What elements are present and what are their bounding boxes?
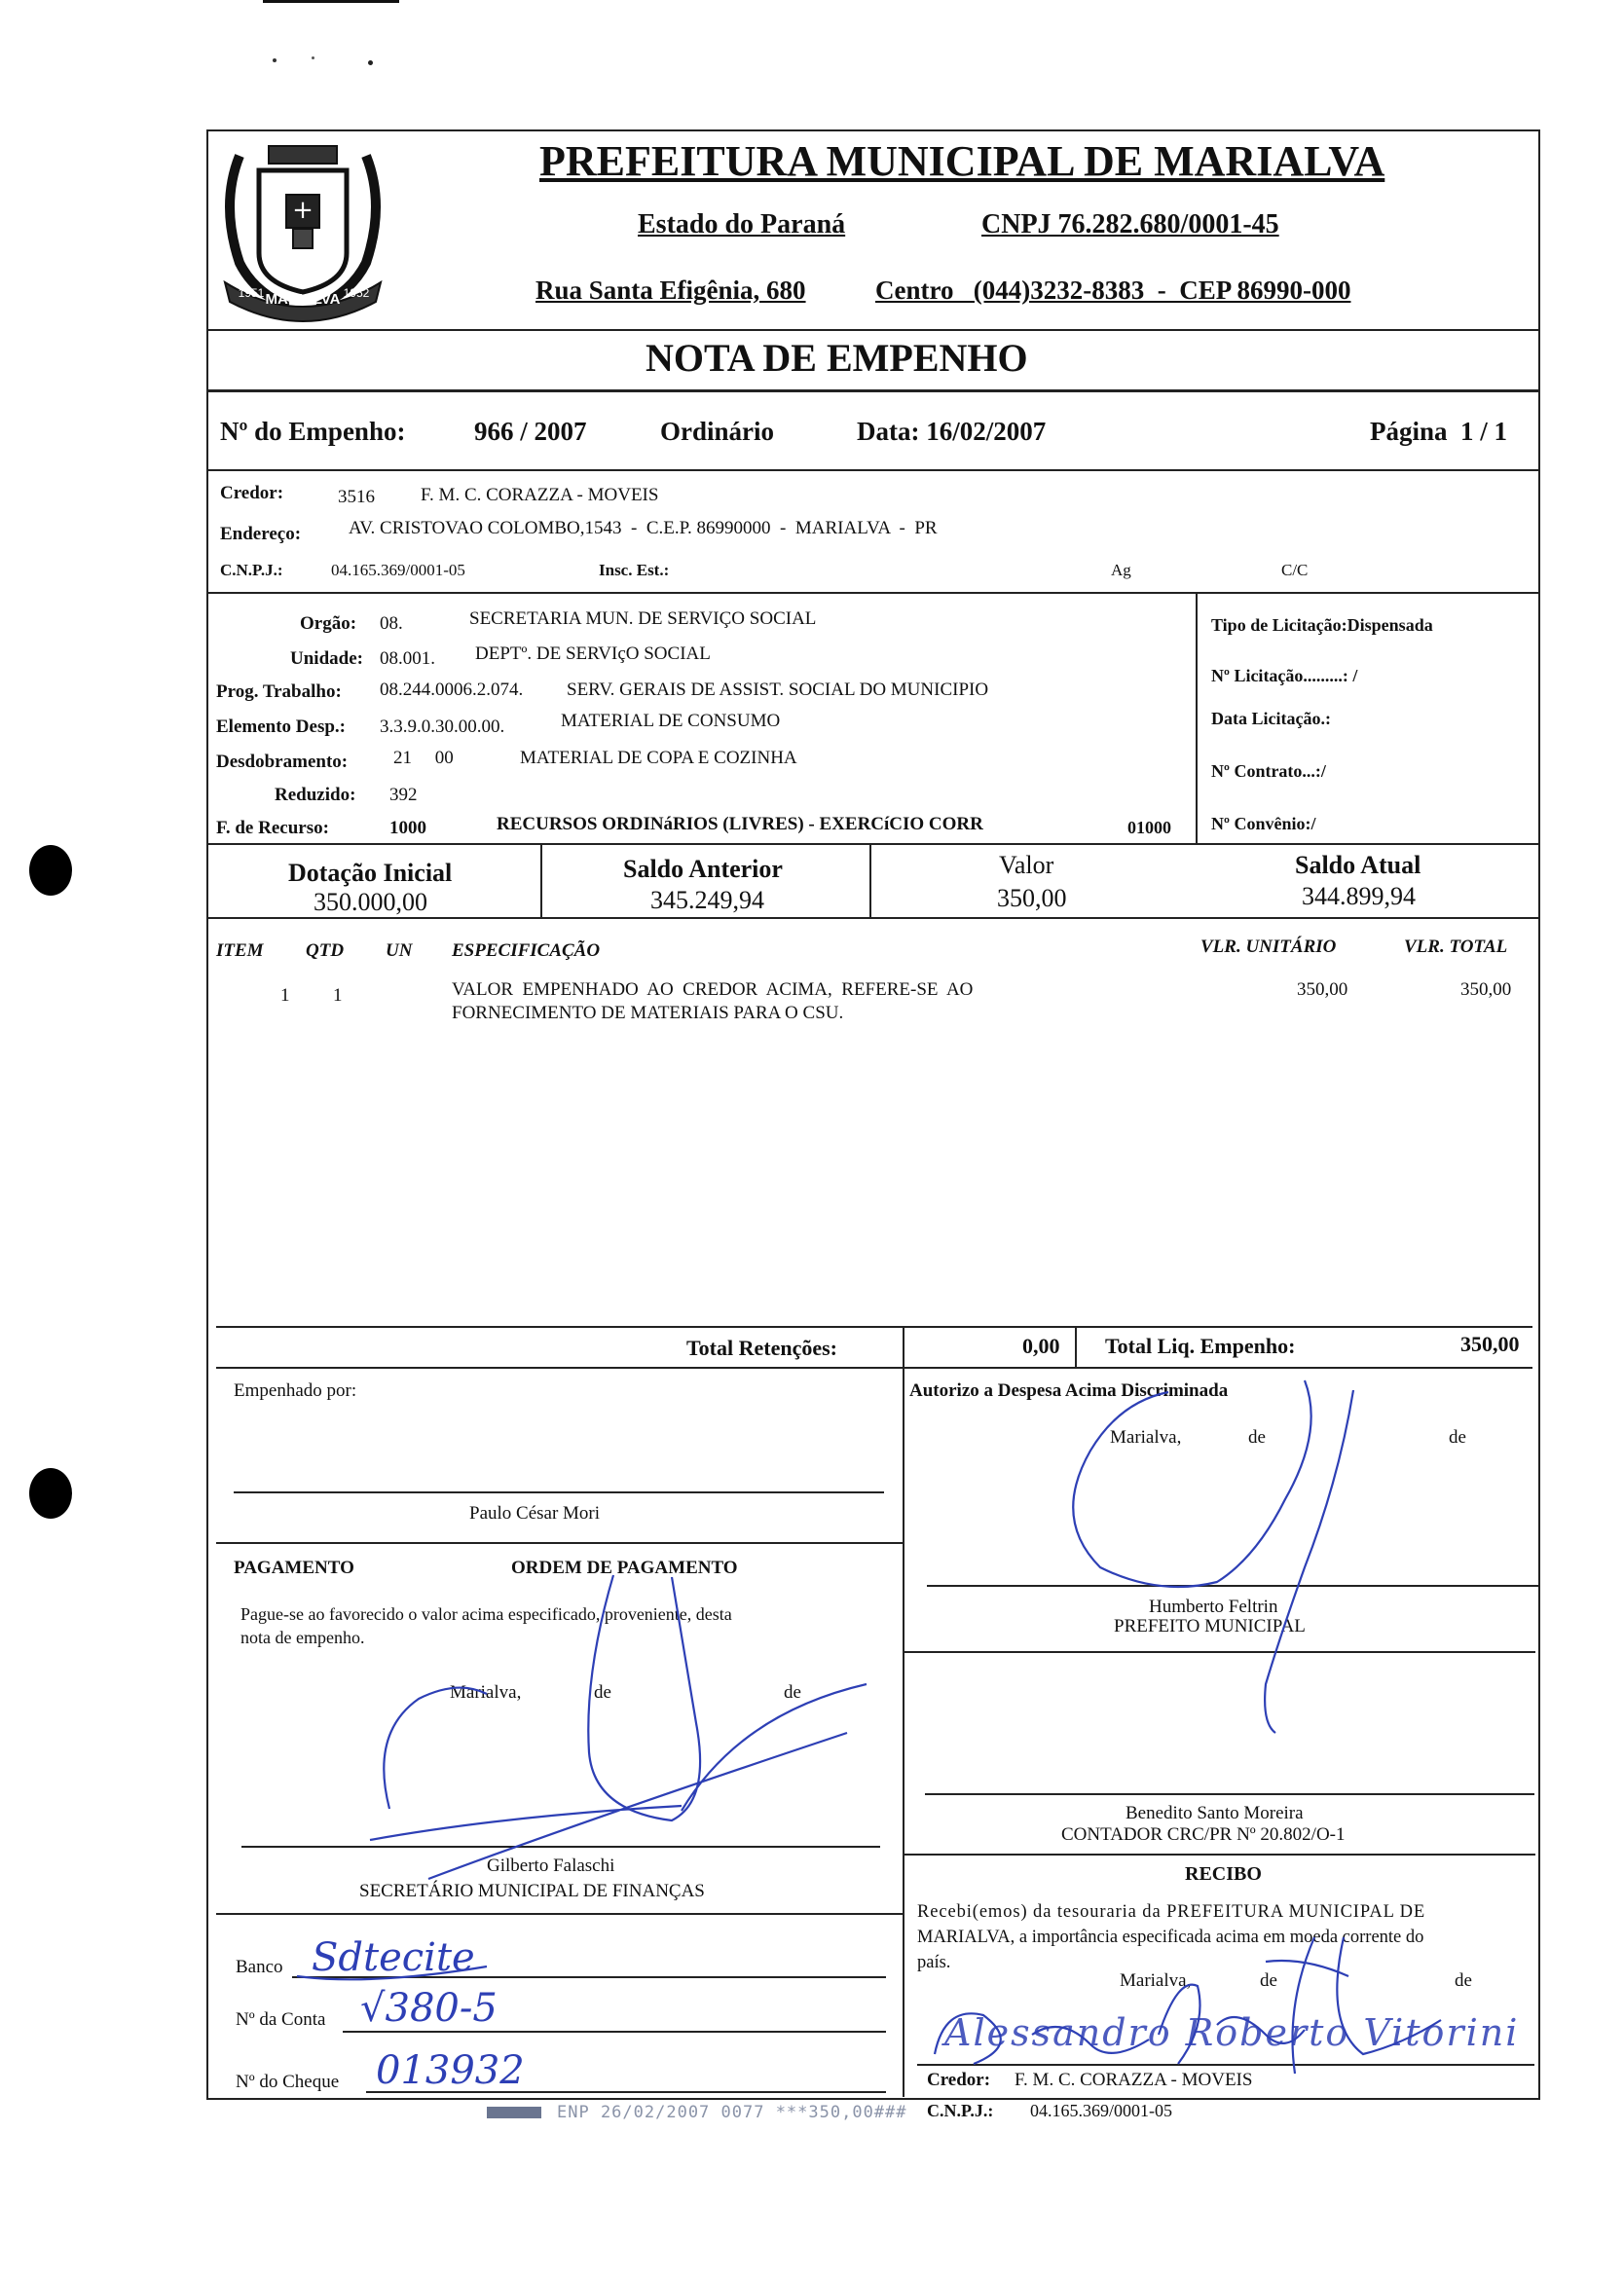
item-qtd: 1	[333, 985, 343, 1006]
empenho-number: 966 / 2007	[474, 417, 587, 446]
empenhado-por-label: Empenhado por:	[234, 1380, 357, 1401]
conta-value: √380-5	[360, 1986, 498, 2031]
numero-licitacao: Nº Licitação.........: /	[1211, 666, 1358, 685]
recibo-credor-value: F. M. C. CORAZZA - MOVEIS	[1015, 2070, 1253, 2090]
total-liquido-label: Total Liq. Empenho:	[1105, 1334, 1296, 1358]
recibo-place: Marialva,	[1120, 1970, 1192, 1991]
cc-label: C/C	[1281, 561, 1309, 579]
scan-top-edge	[263, 0, 399, 3]
pagamento-text-line1: Pague-se ao favorecido o valor acima especificado, proveniente, desta	[240, 1604, 732, 1624]
reduzido-value: 392	[389, 785, 418, 805]
recibo-cnpj-label: C.N.P.J.:	[927, 2101, 994, 2120]
endereco-label: Endereço:	[220, 524, 302, 544]
items-header-un: UN	[386, 940, 413, 961]
saldo-anterior-label: Saldo Anterior	[623, 855, 783, 883]
elemento-desc: MATERIAL DE CONSUMO	[561, 711, 781, 731]
valor-label: Valor	[999, 851, 1054, 879]
recibo-de2: de	[1455, 1970, 1472, 1991]
fonte-recurso-label: F. de Recurso:	[216, 818, 329, 838]
saldo-anterior-value: 345.249,94	[650, 886, 764, 914]
unidade-label: Unidade:	[290, 648, 363, 669]
empenhado-por-name: Paulo César Mori	[469, 1503, 601, 1524]
items-header-spec: ESPECIFICAÇÃO	[452, 940, 601, 961]
cheque-label: Nº do Cheque	[236, 2072, 340, 2092]
recibo-signature: Alessandro Roberto Vitorini	[944, 2011, 1520, 2054]
contador-name: Benedito Santo Moreira	[1126, 1803, 1304, 1823]
desdobramento-desc: MATERIAL DE COPA E COZINHA	[520, 748, 797, 768]
items-header-total-value: VLR. TOTAL	[1404, 937, 1508, 957]
recibo-cnpj-value: 04.165.369/0001-05	[1030, 2101, 1172, 2120]
total-retencoes-value: 0,00	[1022, 1334, 1060, 1358]
prog-trabalho-label: Prog. Trabalho:	[216, 681, 342, 702]
cheque-value: 013932	[376, 2048, 525, 2093]
banco-value: Sdtecite	[312, 1935, 475, 1980]
municipal-crest-logo	[210, 136, 395, 331]
elemento-code: 3.3.9.0.30.00.00.	[380, 717, 505, 737]
item-row	[206, 974, 1536, 1042]
empenho-number-label: Nº do Empenho:	[220, 417, 406, 446]
header-contact: Centro (044)3232-8383 - CEP 86990-000	[875, 276, 1351, 305]
numero-convenio: Nº Convênio:/	[1211, 814, 1316, 833]
desdobramento-label: Desdobramento:	[216, 752, 349, 772]
credor-cnpj: 04.165.369/0001-05	[331, 561, 465, 579]
crest-lettering-year-right: 1952	[343, 286, 370, 300]
recibo-text-line2: MARIALVA, a importância especificada acima em moeda corrente do	[917, 1928, 1424, 1947]
svg-text:+: +	[292, 196, 314, 225]
document-title: NOTA DE EMPENHO	[646, 336, 1028, 380]
conta-label: Nº da Conta	[236, 2009, 326, 2030]
municipality-title: PREFEITURA MUNICIPAL DE MARIALVA	[539, 137, 1385, 185]
recibo-title: RECIBO	[1185, 1863, 1262, 1885]
banco-label: Banco	[236, 1957, 283, 1977]
fonte-recurso-code: 1000	[389, 818, 426, 838]
empenho-date: Data: 16/02/2007	[857, 417, 1047, 446]
prog-trabalho-desc: SERV. GERAIS DE ASSIST. SOCIAL DO MUNICIPIO	[567, 680, 989, 700]
pagamento-de2: de	[784, 1682, 801, 1703]
autorizo-de1: de	[1248, 1427, 1266, 1448]
fonte-recurso-desc: RECURSOS ORDINáRIOS (LIVRES) - EXERCíCIO CORR	[497, 814, 983, 834]
credor-label: Credor:	[220, 483, 284, 503]
pagamento-place: Marialva,	[450, 1682, 522, 1703]
fonte-recurso-number: 01000	[1127, 818, 1171, 837]
items-header-item: ITEM	[216, 940, 264, 961]
data-licitacao: Data Licitação.:	[1211, 709, 1331, 728]
item-spec-line2: FORNECIMENTO DE MATERIAIS PARA O CSU.	[452, 1003, 844, 1023]
empenho-type: Ordinário	[660, 417, 775, 446]
saldo-atual-value: 344.899,94	[1302, 882, 1416, 910]
secretario-role: SECRETÁRIO MUNICIPAL DE FINANÇAS	[359, 1881, 705, 1901]
secretario-name: Gilberto Falaschi	[487, 1856, 615, 1876]
crest-lettering-year-left: 1951	[238, 286, 265, 300]
bank-stamp-text: ENP 26/02/2007 0077 ***350,00###	[557, 2103, 907, 2122]
item-spec-line1: VALOR EMPENHADO AO CREDOR ACIMA, REFERE-SE AO	[452, 979, 974, 1000]
credor-cnpj-label: C.N.P.J.:	[220, 561, 283, 579]
header-cnpj: CNPJ 76.282.680/0001-45	[981, 209, 1279, 239]
punch-hole-top	[29, 845, 72, 896]
recibo-text-line1: Recebi(emos) da tesouraria da PREFEITURA MUNICIPAL DE	[917, 1902, 1426, 1922]
header-address: Rua Santa Efigênia, 680	[535, 276, 806, 305]
autorizo-place: Marialva,	[1110, 1427, 1182, 1448]
insc-est-label: Insc. Est.:	[599, 561, 670, 579]
scan-specks	[273, 56, 389, 64]
pagamento-de1: de	[594, 1682, 611, 1703]
credor-name: F. M. C. CORAZZA - MOVEIS	[421, 485, 659, 505]
tipo-licitacao: Tipo de Licitação:Dispensada	[1211, 615, 1433, 635]
contador-role: CONTADOR CRC/PR Nº 20.802/O-1	[1061, 1824, 1346, 1845]
orgao-label: Orgão:	[300, 613, 357, 634]
punch-hole-bottom	[29, 1468, 72, 1519]
prog-trabalho-code: 08.244.0006.2.074.	[380, 680, 524, 700]
recibo-credor-label: Credor:	[927, 2070, 991, 2090]
numero-contrato: Nº Contrato...:/	[1211, 761, 1326, 781]
prefeito-role: PREFEITO MUNICIPAL	[1114, 1616, 1306, 1636]
orgao-desc: SECRETARIA MUN. DE SERVIÇO SOCIAL	[469, 608, 817, 629]
reduzido-label: Reduzido:	[275, 785, 356, 805]
endereco-value: AV. CRISTOVAO COLOMBO,1543 - C.E.P. 86990000 - MARIALVA - PR	[349, 518, 938, 538]
item-total-value: 350,00	[1460, 979, 1512, 1000]
ordem-pagamento-title: ORDEM DE PAGAMENTO	[511, 1558, 738, 1578]
credor-code: 3516	[338, 487, 375, 507]
unidade-code: 08.001.	[380, 648, 435, 669]
orgao-code: 08.	[380, 613, 403, 634]
saldo-atual-label: Saldo Atual	[1295, 851, 1421, 879]
page-number: Página 1 / 1	[1370, 417, 1508, 446]
desdobramento-code: 21 00	[393, 748, 454, 768]
dotacao-inicial-value: 350.000,00	[314, 888, 427, 916]
item-number: 1	[280, 985, 290, 1006]
dotacao-inicial-label: Dotação Inicial	[288, 859, 453, 887]
recibo-de1: de	[1260, 1970, 1277, 1991]
elemento-label: Elemento Desp.:	[216, 717, 346, 737]
bank-stamp	[487, 2103, 907, 2122]
valor-value: 350,00	[997, 884, 1067, 912]
crest-lettering-name: MARIALVA	[265, 291, 341, 308]
prefeito-name: Humberto Feltrin	[1149, 1597, 1278, 1617]
autorizo-de2: de	[1449, 1427, 1466, 1448]
pagamento-text-line2: nota de empenho.	[240, 1628, 365, 1647]
items-header-unit-value: VLR. UNITÁRIO	[1200, 937, 1337, 957]
autorizo-title: Autorizo a Despesa Acima Discriminada	[909, 1380, 1229, 1401]
recibo-text-line3: país.	[917, 1953, 951, 1972]
items-header-qtd: QTD	[306, 940, 345, 961]
state-name: Estado do Paraná	[638, 209, 846, 239]
ag-label: Ag	[1111, 561, 1131, 579]
unidade-desc: DEPTº. DE SERVIçO SOCIAL	[475, 643, 711, 664]
total-liquido-value: 350,00	[1460, 1332, 1520, 1356]
pagamento-title: PAGAMENTO	[234, 1558, 354, 1578]
item-unit-value: 350,00	[1297, 979, 1348, 1000]
total-retencoes-label: Total Retenções:	[686, 1336, 837, 1360]
